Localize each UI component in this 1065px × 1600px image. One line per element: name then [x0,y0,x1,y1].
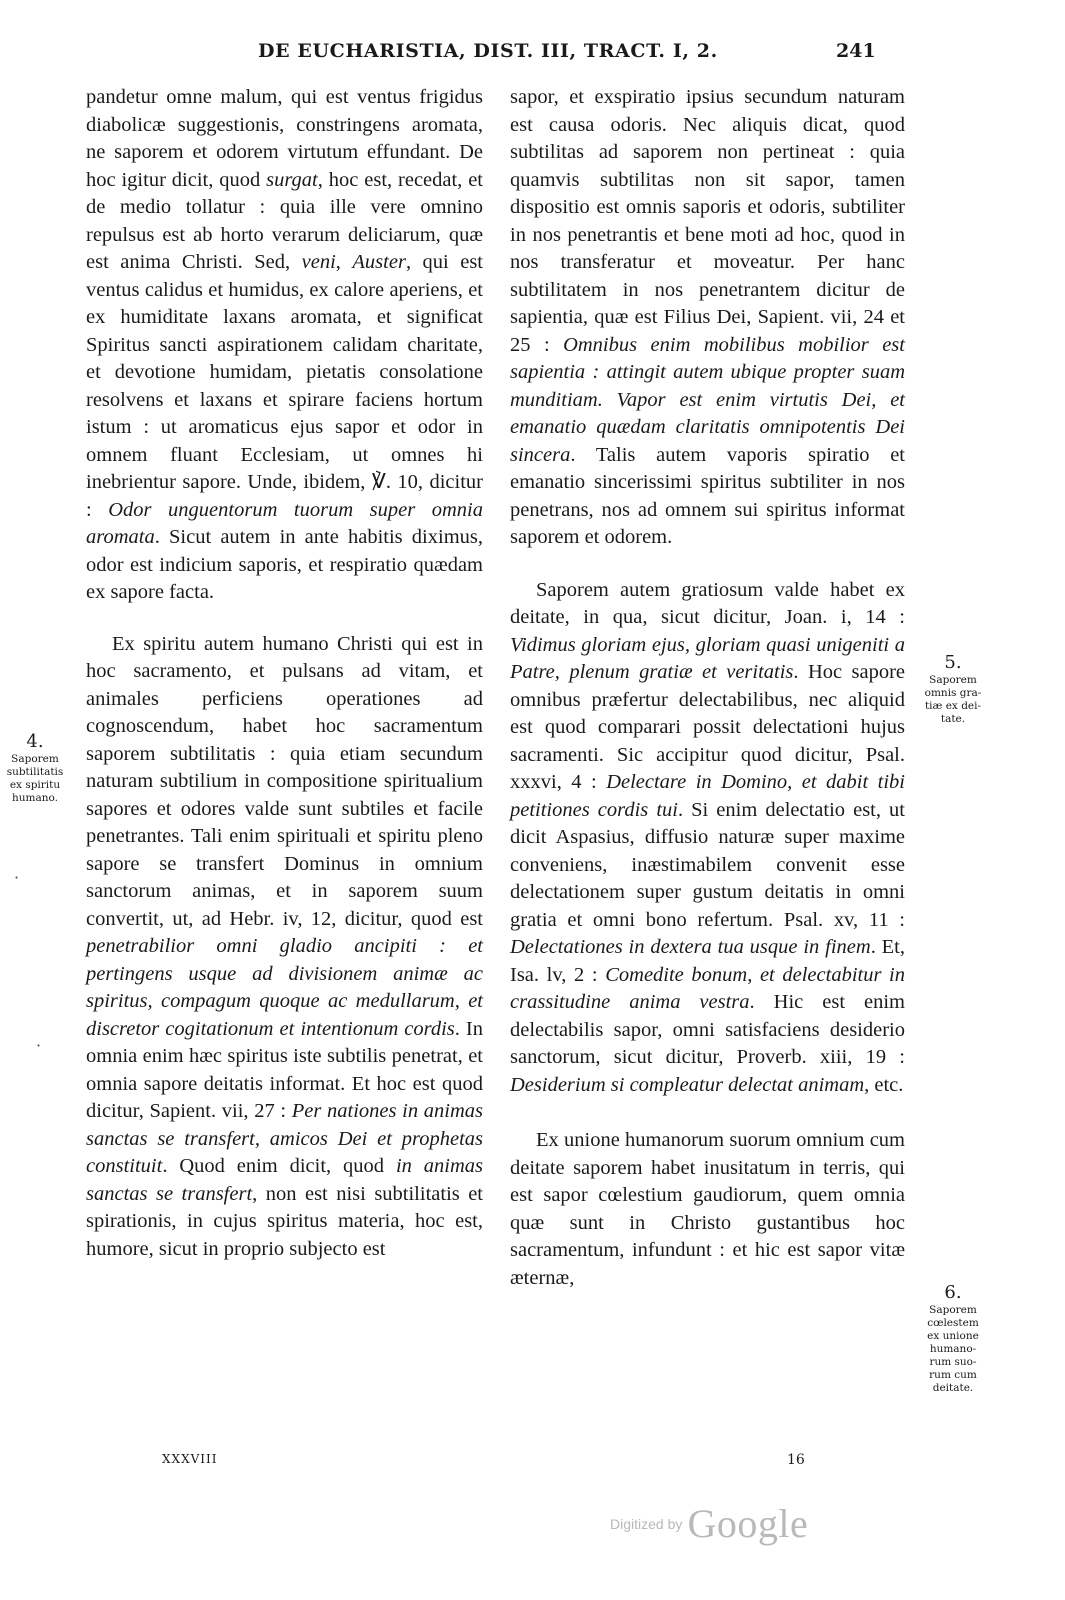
signature-mark: XXXVIII [162,1452,218,1466]
text-run: Saporem autem gratiosum valde habet ex deitate, in qua, sicut dicitur, Joan. i, 14 : [510,578,905,628]
text-run: . Et, Isa. lv, 2 : [510,936,905,986]
margin-note-line: cœlestem [927,1317,979,1329]
margin-note-line: Saporem [929,1304,977,1316]
margin-note-5 [910,652,996,726]
italic-run: Auster [352,251,406,273]
text-run: , non est nisi subtilitatis et spirationis, in cujus spiritus materia, hoc est, humore, sicut in proprio subjecto est [86,1182,484,1260]
stray-dot: · [14,868,20,887]
margin-note-line: tiæ ex dei- [924,700,982,712]
margin-note-line: omnis gra- [924,687,982,699]
italic-run: surgat [266,168,318,191]
margin-note-line: Saporem [929,674,977,686]
margin-note-number: 5. [944,652,962,673]
margin-note-4 [2,731,68,805]
text-run: . Talis autem vaporis spiratio et emanatio sincerissimi spiritus subtiliter in nos penetrans, nos ad omnem sui spiritus informat saporem et odorem. [510,443,905,548]
text-run: . Quod enim dicit, quod [162,1155,396,1177]
italic-run: Comedite bonum, et delectabitur in crassitudine anima vestra [510,963,906,1013]
text-run: . In omnia enim hæc spiritus iste subtilis penetrat, et omnia sapore deitatis informat. Et hoc est quod dicitur, Sapient. vii, 27 : [86,1017,484,1122]
margin-note-line: ex unione [927,1330,979,1342]
running-title: DE EUCHARISTIA, DIST. III, TRACT. I, 2. [258,40,718,62]
margin-note-line: deitate. [932,1382,974,1394]
text-run: , [335,251,353,273]
stray-dot: · [36,1036,42,1055]
paragraph-left-1 [86,84,483,607]
margin-note-line: rum suo- [929,1356,977,1368]
paragraph-right-2 [510,577,905,1100]
margin-note-6 [910,1282,996,1395]
digitized-by-text: Digitized by [610,1516,683,1532]
italic-run: Delectationes in dextera tua usque in finem [510,936,871,958]
text-run: pandetur omne malum, qui est ventus frigidus diabolicæ suggestionis, constringens aromata, ne saporem et odorem virtutum effundant. De hoc igitur dicit, quod [86,86,483,191]
paragraph-left-2 [86,631,483,1264]
text-run: . Hic est enim delectabilis sapor, omni satisfaciens desiderio sanctorum, sicut dicitur, Proverb. xiii, 19 : [510,991,905,1068]
italic-run: Omnibus enim mobilibus mobilior est sapientia : attingit autem ubique propter suam munditiam. Vapor est enim virtutis Dei, et emanatio quædam claritatis omnipotentis Dei sincera [510,333,905,466]
right-column [510,84,905,1292]
italic-run: penetrabilior omni gladio ancipiti : et pertingens usque ad divisionem animæ ac spiritus, compagum quoque ac medullarum, et discretor cogitationum et intentionum cordis [86,935,483,1040]
google-logo: Google [687,1501,809,1546]
text-run: . Hoc sapore omnibus præfertur delectabilibus, nec aliquid est quod comparari possit delectationi hujus sacramenti. Sic accipitur quod dicitur, Psal. xxxvi, 4 : [510,661,905,793]
text-run: . Sicut autem in ante habitis diximus, odor est indicium saporis, et respiratio quædam ex sapore facta. [86,526,483,603]
left-column [86,84,483,1263]
italic-run: in animas sanctas se transfert [86,1155,483,1205]
text-run: Ex spiritu autem humano Christi qui est in hoc sacramento, et pulsans ad vitam, et animales perficiens operationes ad cognoscendum, habet hoc sacramentum saporem subtilitatis : quia etiam secundum naturam subtilium in compositione spiritualium sapores et odores valde sunt subtiles et facile penetrantes. Tali enim spirituali et spiritu pleno sapore se transfert Dominus in omnium sanctorum animas, et in saporem suum convertit, ut, ad Hebr. iv, 12, dicitur, quod est [86,632,483,930]
digitized-by-watermark [610,1500,808,1550]
margin-note-line: Saporem [11,753,59,765]
italic-run: veni [301,251,336,273]
margin-note-line: humano. [12,792,58,804]
text-run: , hoc est, recedat, et de medio tollatur : quia ille vere omnino repulsus est ab horto verarum deliciarum, quæ est anima Christi. Sed, [86,168,483,273]
text-run: . Si enim delectatio est, ut dicit Aspasius, diffusio naturæ super maxime conveniens, inæstimabilem convenit esse delectationem super gustum deitatis in omni gratia et omni bono refertum. Psal. xv, 11 : [510,798,906,931]
margin-note-number: 4. [26,731,44,752]
text-run: , qui est ventus calidus et humidus, ex calore aperiens, et ex humiditate laxans aromata, et significat Spiritus sancti aspirationem calidam charitate, et devotione humidam, pietatis consolatione resolvens et laxans et spirare faciens hortum istum : ut aromaticus ejus sapor et odor in omnem fluant Ecclesiam, ut omnes hi inebrientur sapore. Unde, ibidem, ℣. 10, dicitur : [86,251,484,521]
margin-note-line: humano- [929,1343,977,1355]
paragraph-right-1 [510,84,905,552]
text-run: Ex unione humanorum suorum omnium cum deitate saporem habet inusitatum in terris, qui est sapor cœlestium gaudiorum, quem omnia quæ sunt in Christo gustantibus hoc sacramentum, infundunt : et hic est sapor vitæ æternæ, [510,1129,905,1289]
italic-run: Per nationes in animas sanctas se transfert, amicos Dei et prophetas constituit [86,1100,483,1177]
margin-note-line: ex spiritu [9,779,61,791]
margin-note-line: tate. [940,713,966,725]
italic-run: Vidimus gloriam ejus, gloriam quasi unigeniti a Patre, plenum gratiæ et veritatis [510,633,905,683]
text-run: sapor, et exspiratio ipsius secundum naturam est causa odoris. Nec aliquis dicat, quod subtilitas ad saporem non pertineat : quia quamvis subtilitas non sit sapor, tamen dispositio est omnis saporis et odoris, subtiliter in nos penetrantis et bene moti ad hoc, quod in nos transferatur et moveatur. Per hanc subtilitatem in nos penetrantem dicitur de sapientia, quæ est Filius Dei, Sapient. vii, 24 et 25 : [510,86,905,356]
text-run: , etc. [864,1073,904,1096]
italic-run: Delectare in Domino, et dabit tibi petitiones cordis tui [510,771,905,821]
margin-note-line: rum cum [929,1369,977,1381]
margin-note-number: 6. [944,1282,962,1303]
footer-folio: 16 [787,1452,805,1468]
margin-note-line: subtilitatis [6,766,64,778]
italic-run: Desiderium si compleatur delectat animam [510,1073,865,1096]
paragraph-right-3 [510,1127,905,1292]
page-number: 241 [836,40,876,62]
italic-run: Odor unguentorum tuorum super omnia aromata [86,498,483,548]
